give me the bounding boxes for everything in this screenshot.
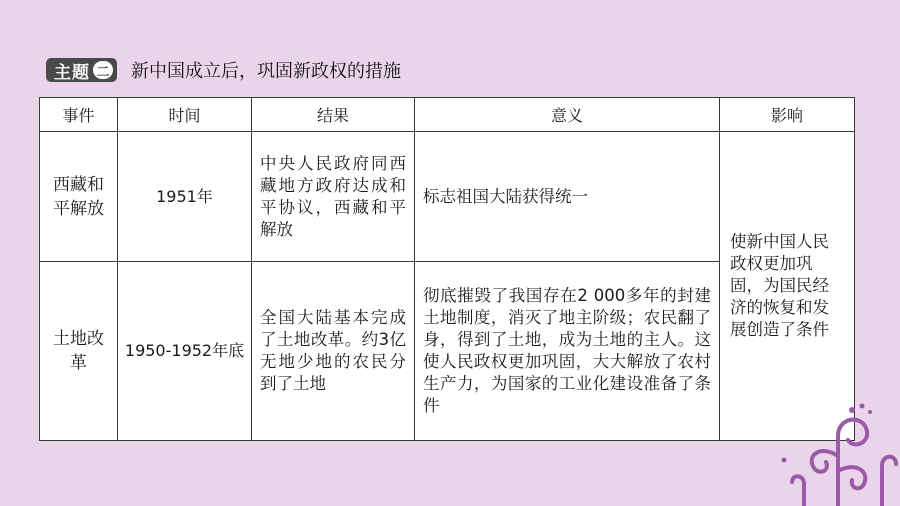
column-header: 事件 [40, 98, 118, 132]
table-header-row [40, 98, 855, 132]
event-cell: 土地改革 [40, 262, 118, 441]
table-row [40, 132, 855, 262]
significance-cell: 标志祖国大陆获得统一 [415, 132, 720, 262]
column-header: 意义 [415, 98, 720, 132]
result-cell: 全国大陆基本完成了土地改革。约3亿无地少地的农民分到了土地 [252, 262, 415, 441]
time-cell: 1951年 [118, 132, 252, 262]
topic-badge-number: 二 [93, 61, 113, 79]
significance-cell: 彻底摧毁了我国存在2 000多年的封建土地制度，消灭了地主阶级；农民翻了身，得到了土地，成为土地的主人。这使人民政权更加巩固，大大解放了农村生产力，为国家的工业化建设准备了条件 [415, 262, 720, 441]
section-title: 新中国成立后，巩固新政权的措施 [131, 61, 401, 82]
topic-badge [46, 58, 117, 82]
column-header: 影响 [720, 98, 855, 132]
measures-table [39, 97, 855, 441]
result-cell: 中央人民政府同西藏地方政府达成和平协议，西藏和平解放 [252, 132, 415, 262]
impact-cell: 使新中国人民政权更加巩固，为国民经济的恢复和发展创造了条件 [720, 132, 855, 441]
time-cell: 1950-1952年底 [118, 262, 252, 441]
event-cell: 西藏和平解放 [40, 132, 118, 262]
decorative-swirl-icon [770, 396, 900, 506]
section-header [46, 56, 401, 84]
column-header: 结果 [252, 98, 415, 132]
topic-badge-label: 主题 [54, 62, 90, 83]
column-header: 时间 [118, 98, 252, 132]
